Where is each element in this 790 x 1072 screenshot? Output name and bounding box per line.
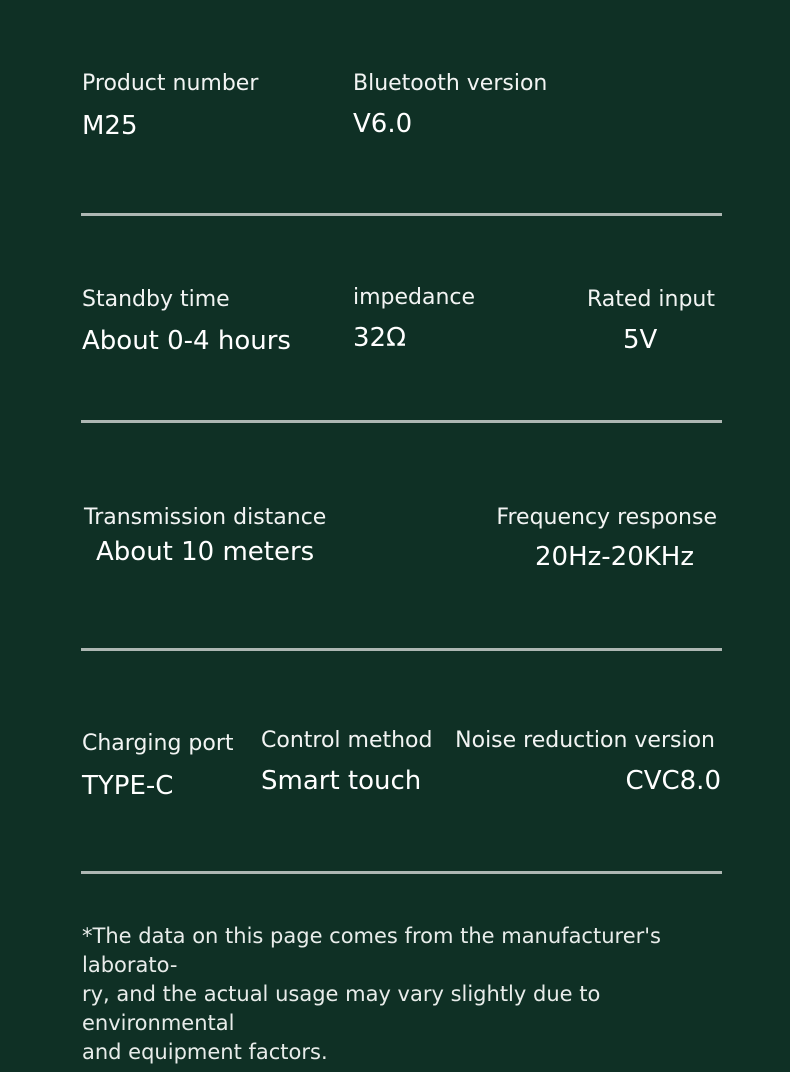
control-method-value: Smart touch [261, 766, 422, 796]
frequency-response-label: Frequency response [496, 505, 717, 530]
divider [81, 648, 722, 651]
impedance-label: impedance [353, 285, 476, 310]
charging-port-label: Charging port [82, 731, 234, 756]
product-number-label: Product number [82, 71, 259, 96]
bluetooth-version-label: Bluetooth version [353, 71, 548, 96]
standby-time-label: Standby time [82, 287, 230, 312]
bluetooth-version-value: V6.0 [353, 109, 413, 139]
rated-input-value: 5V [623, 325, 658, 355]
noise-reduction-version-value: CVC8.0 [625, 766, 721, 796]
rated-input-label: Rated input [587, 287, 715, 312]
transmission-distance-value: About 10 meters [96, 537, 315, 567]
noise-reduction-version-label: Noise reduction version [455, 728, 715, 753]
divider [81, 213, 722, 216]
divider [81, 420, 722, 423]
divider [81, 871, 722, 874]
control-method-label: Control method [261, 728, 433, 753]
frequency-response-value: 20Hz-20KHz [535, 542, 694, 572]
impedance-value: 32Ω [353, 323, 406, 353]
standby-time-value: About 0-4 hours [82, 326, 291, 356]
transmission-distance-label: Transmission distance [84, 505, 327, 530]
charging-port-value: TYPE-C [82, 771, 174, 801]
product-number-value: M25 [82, 111, 138, 141]
disclaimer-footnote: *The data on this page comes from the manufacturer's laborato- ry, and the actual usage may vary slightly due to environmental and equipment factors. [82, 924, 661, 1064]
